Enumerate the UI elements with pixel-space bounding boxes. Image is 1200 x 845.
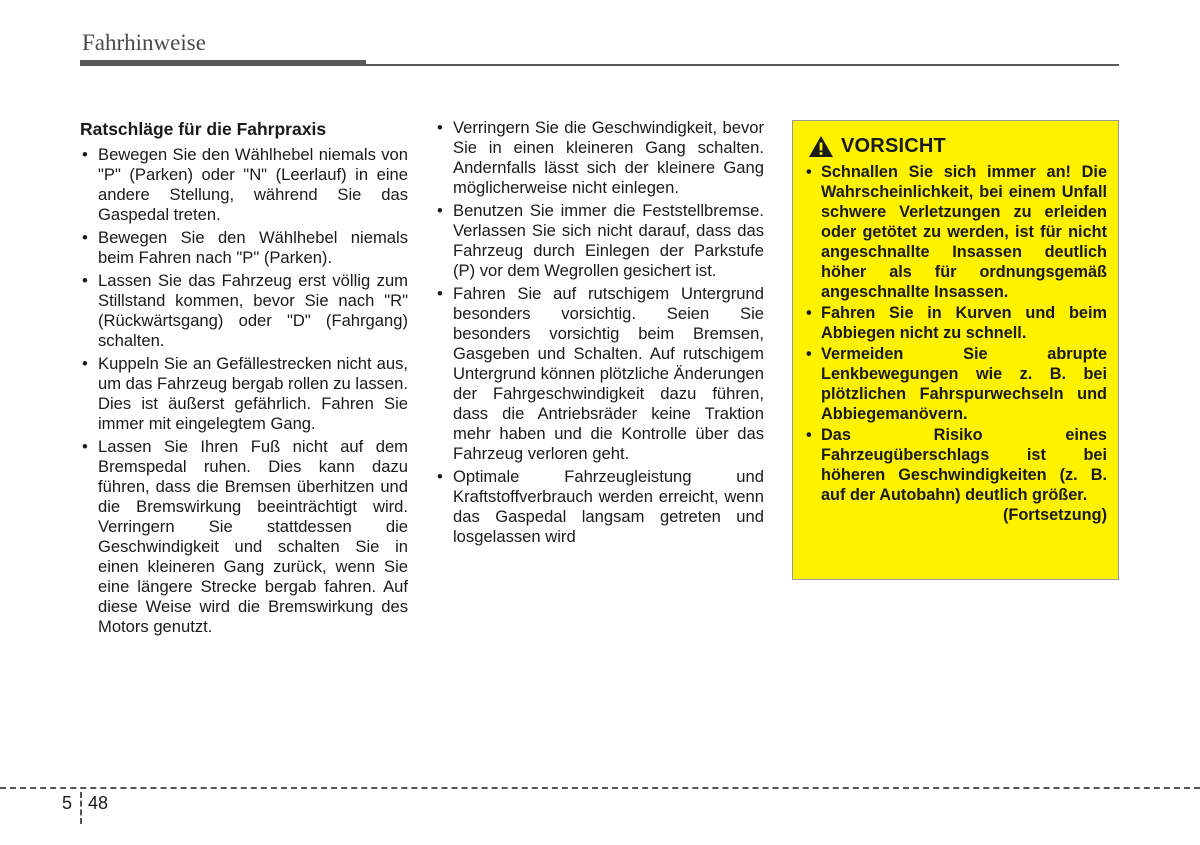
chapter-number: 5 xyxy=(62,793,73,813)
middle-column xyxy=(435,118,764,550)
warning-bullet-list xyxy=(804,162,1107,505)
list-item: • Kuppeln Sie an Gefällestrecken nicht aus, um das Fahrzeug bergab rollen zu lassen. Dies ist äußerst gefährlich. Fahren Sie immer mit eingelegtem Gang. xyxy=(80,354,408,434)
section-heading: Ratschläge für die Fahrpraxis xyxy=(80,119,327,139)
list-item: • Schnallen Sie sich immer an! Die Wahrscheinlichkeit, bei einem Unfall schwere Verletzungen zu erleiden oder getötet zu werden, ist für nicht angeschnallte Insassen deutlich höher als für ordnungsgemäß angeschnallte Insassen. xyxy=(804,162,1107,302)
warning-title-row xyxy=(804,135,1107,158)
list-item: • Fahren Sie auf rutschigem Untergrund besonders vorsichtig. Seien Sie besonders vorsichtig beim Bremsen, Gasgeben und Schalten. Auf rutschigem Untergrund können plötzliche Änderungen der Fahrgeschwindigkeit dazu führen, dass die Antriebsräder keine Traktion mehr haben und die Kontrolle über das Fahrzeug verloren geht. xyxy=(435,284,764,464)
middle-bullet-list xyxy=(435,118,764,547)
page-header-title: Fahrhinweise xyxy=(82,30,206,55)
list-item: • Das Risiko eines Fahrzeugüberschlags ist bei höheren Geschwindigkeiten (z. B. auf der Autobahn) deutlich größer. xyxy=(804,425,1107,505)
warning-title: VORSICHT xyxy=(841,135,946,157)
warning-triangle-icon xyxy=(808,135,834,158)
list-item: • Lassen Sie Ihren Fuß nicht auf dem Bremspedal ruhen. Dies kann dazu führen, dass die Bremsen überhitzen und die Bremswirkung beeinträchtigt wird. Verringern Sie stattdessen die Geschwindigkeit und schalten Sie in einen kleineren Gang zurück, wenn Sie eine längere Strecke bergab fahren. Auf diese Weise wird die Bremswirkung des Motors genutzt. xyxy=(80,437,408,637)
left-column xyxy=(80,118,408,640)
header-rule-thick xyxy=(80,60,366,66)
list-item: • Lassen Sie das Fahrzeug erst völlig zum Stillstand kommen, bevor Sie nach "R" (Rückwärtsgang) oder "D" (Fahrgang) schalten. xyxy=(80,271,408,351)
header-rule-thin xyxy=(366,64,1119,66)
list-item: • Benutzen Sie immer die Feststellbremse. Verlassen Sie sich nicht darauf, dass das Fahrzeug durch Einlegen der Parkstufe (P) vor dem Wegrollen gesichert ist. xyxy=(435,201,764,281)
list-item: • Vermeiden Sie abrupte Lenkbewegungen wie z. B. bei plötzlichen Fahrspurwechseln und Abbiegemanövern. xyxy=(804,344,1107,424)
page-number-divider xyxy=(80,792,82,824)
list-item: • Bewegen Sie den Wählhebel niemals von "P" (Parken) oder "N" (Leerlauf) in eine andere Stellung, während Sie das Gaspedal treten. xyxy=(80,145,408,225)
left-bullet-list xyxy=(80,145,408,637)
continuation-note: (Fortsetzung) xyxy=(1003,506,1107,524)
list-item: • Bewegen Sie den Wählhebel niemals beim Fahren nach "P" (Parken). xyxy=(80,228,408,268)
footer-rule xyxy=(0,787,1200,789)
list-item: • Verringern Sie die Geschwindigkeit, bevor Sie in einen kleineren Gang schalten. Andernfalls lässt sich der kleinere Gang möglicherweise nicht einlegen. xyxy=(435,118,764,198)
list-item: • Fahren Sie in Kurven und beim Abbiegen nicht zu schnell. xyxy=(804,303,1107,343)
list-item: • Optimale Fahrzeugleistung und Kraftstoffverbrauch werden erreicht, wenn das Gaspedal langsam getreten und losgelassen wird xyxy=(435,467,764,547)
warning-box xyxy=(792,120,1119,580)
page-number: 48 xyxy=(88,793,109,813)
